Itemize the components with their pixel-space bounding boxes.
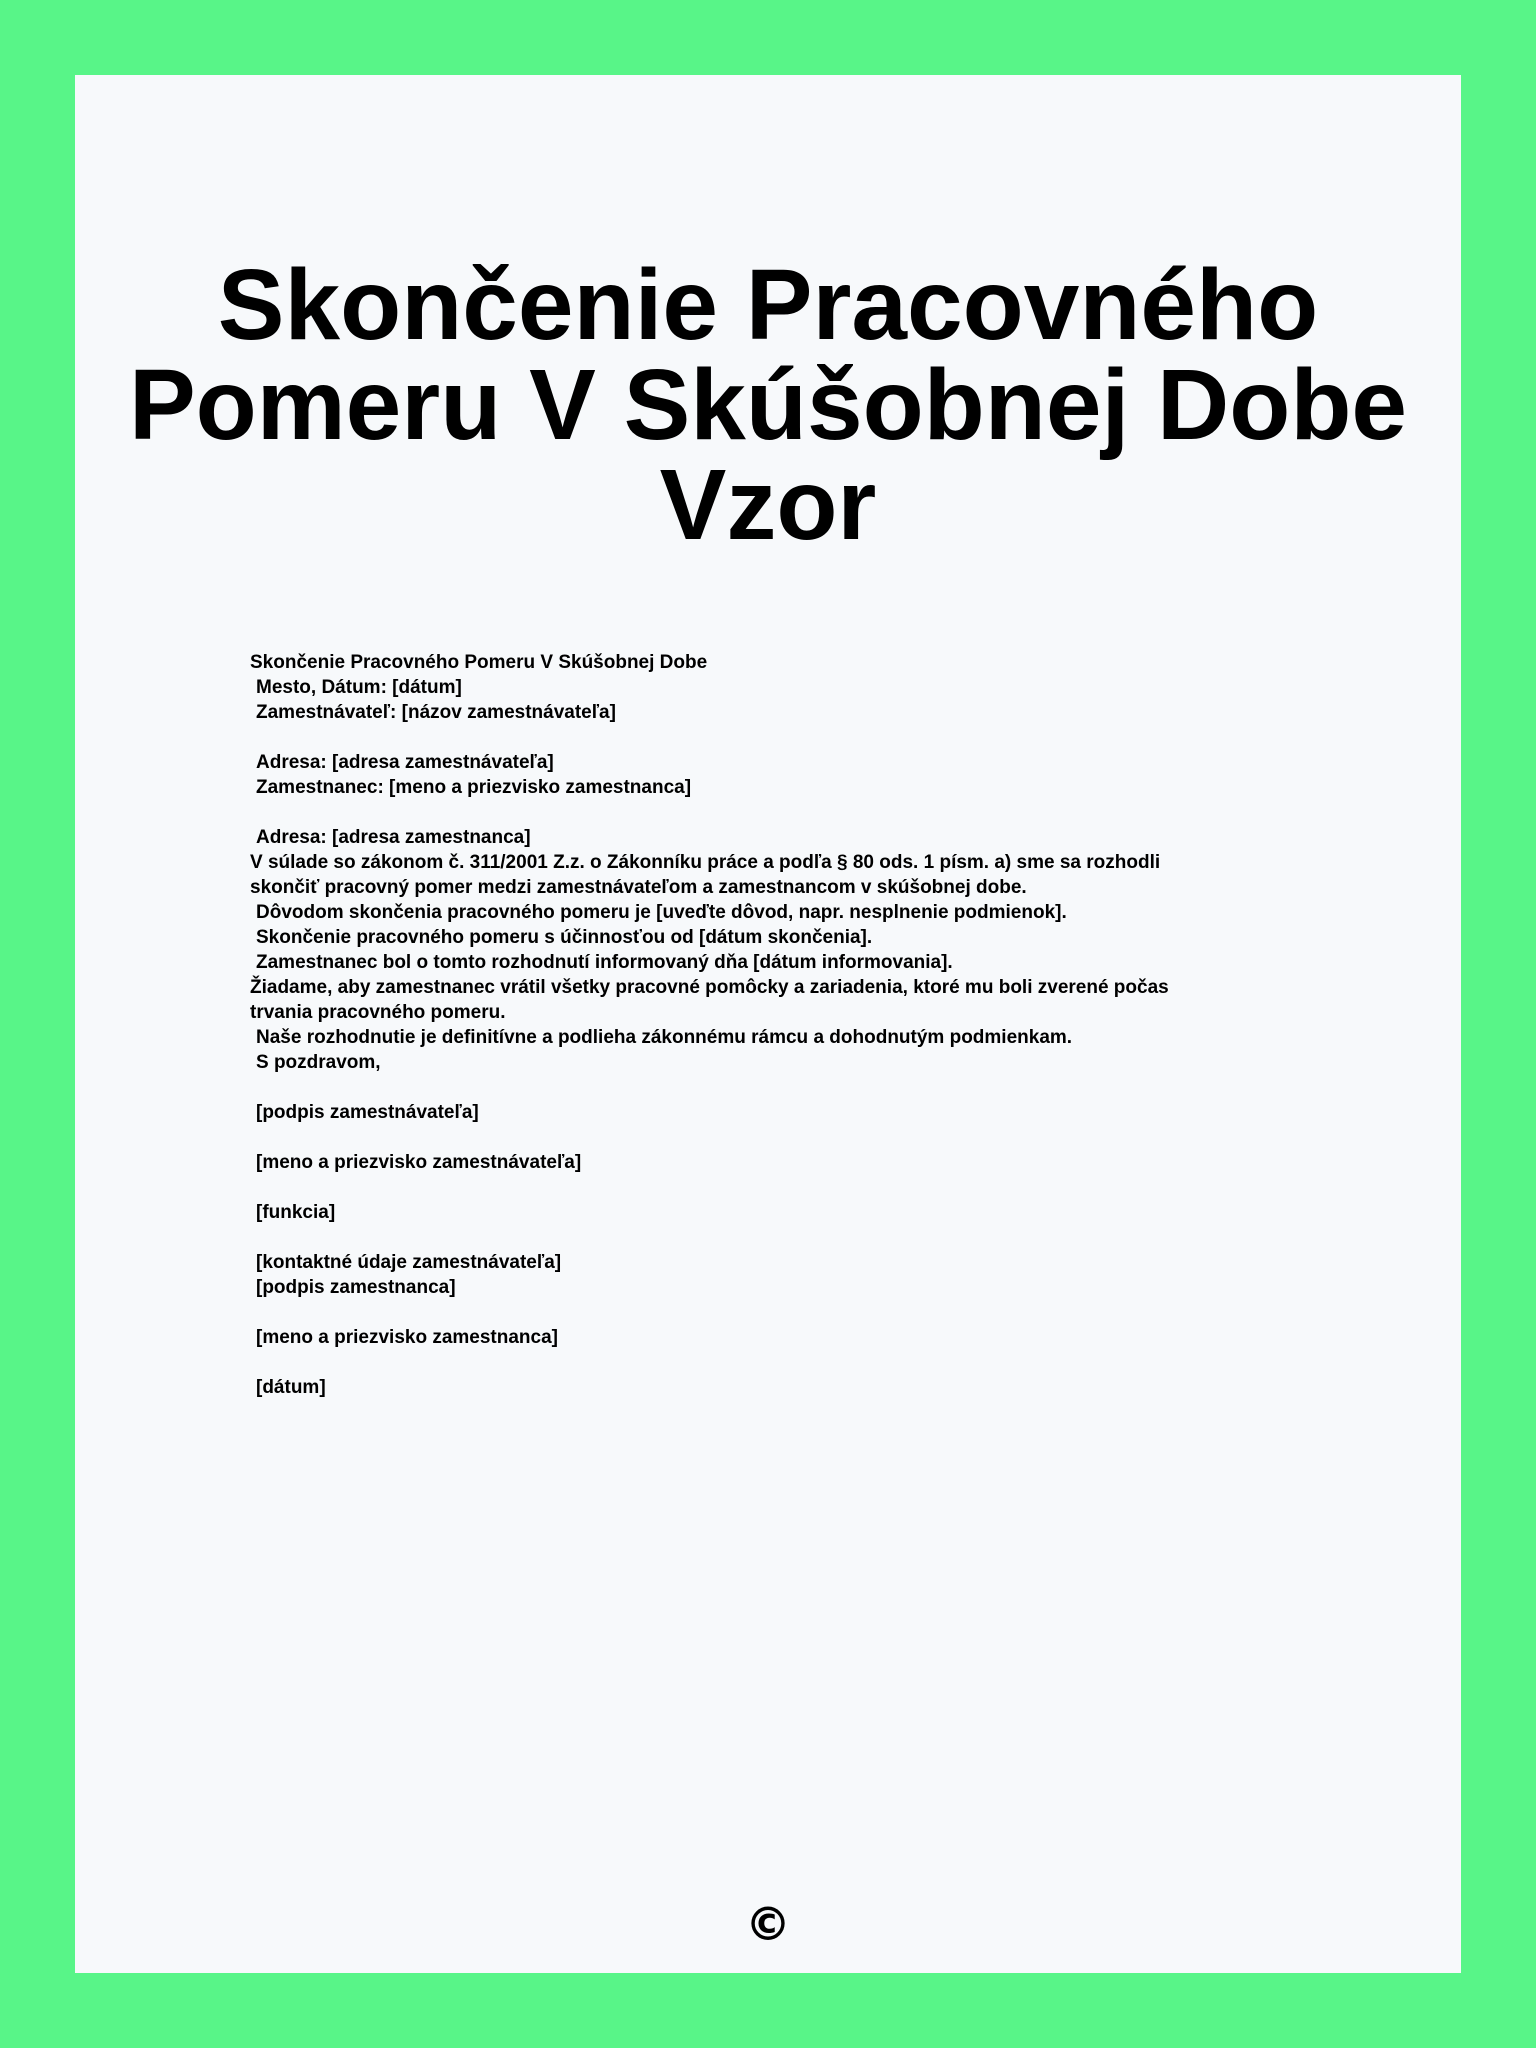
title-line-3: Vzor: [659, 449, 877, 561]
employee-signature: [podpis zamestnanca]: [256, 1277, 456, 1298]
employer-function: [funkcia]: [256, 1202, 336, 1223]
employee-address: Adresa: [adresa zamestnanca]: [256, 827, 531, 848]
employee-line: Zamestnanec: [meno a priezvisko zamestnanca]: [256, 777, 692, 798]
spacer: [250, 725, 1310, 750]
employer-contact: [kontaktné údaje zamestnávateľa]: [256, 1252, 562, 1273]
employer-line: Zamestnávateľ: [názov zamestnávateľa]: [256, 702, 616, 723]
paragraph-law-line-2: skončiť pracovný pomer medzi zamestnávateľom a zamestnancom v skúšobnej dobe.: [250, 877, 1027, 898]
spacer: [250, 1175, 1310, 1200]
effective-line: Skončenie pracovného pomeru s účinnosťou od [dátum skončenia].: [256, 927, 873, 948]
letter-heading: Skončenie Pracovného Pomeru V Skúšobnej Dobe: [250, 652, 708, 673]
employer-signature: [podpis zamestnávateľa]: [256, 1102, 479, 1123]
spacer: [250, 800, 1310, 825]
spacer: [250, 1125, 1310, 1150]
title-line-2: Pomeru V Skúšobnej Dobe: [128, 349, 1408, 461]
return-line-2: trvania pracovného pomeru.: [250, 1002, 506, 1023]
spacer: [250, 1300, 1310, 1325]
reason-line: Dôvodom skončenia pracovného pomeru je [uveďte dôvod, napr. nesplnenie podmienok].: [256, 902, 1067, 923]
document-title: [75, 249, 1461, 561]
paragraph-law-line-1: V súlade so zákonom č. 311/2001 Z.z. o Zákonníku práce a podľa § 80 ods. 1 písm. a) sme sa rozhodli: [250, 852, 1161, 873]
title-line-1: Skončenie Pracovného: [217, 249, 1319, 361]
employer-address: Adresa: [adresa zamestnávateľa]: [256, 752, 554, 773]
copyright-icon: ©: [745, 1897, 791, 1951]
informed-line: Zamestnanec bol o tomto rozhodnutí informovaný dňa [dátum informovania].: [256, 952, 953, 973]
date-line: [dátum]: [256, 1377, 326, 1398]
return-line-1: Žiadame, aby zamestnanec vrátil všetky pracovné pomôcky a zariadenia, ktoré mu boli zverené počas: [250, 977, 1169, 998]
spacer: [250, 1350, 1310, 1375]
letter-body: [250, 650, 1310, 1400]
employee-name: [meno a priezvisko zamestnanca]: [256, 1327, 558, 1348]
place-date: Mesto, Dátum: [dátum]: [256, 677, 462, 698]
document-page: [75, 75, 1461, 1973]
spacer: [250, 1075, 1310, 1100]
spacer: [250, 1225, 1310, 1250]
closing-line: S pozdravom,: [256, 1052, 381, 1073]
employer-name: [meno a priezvisko zamestnávateľa]: [256, 1152, 582, 1173]
final-line: Naše rozhodnutie je definitívne a podlieha zákonnému rámcu a dohodnutým podmienkam.: [256, 1027, 1073, 1048]
